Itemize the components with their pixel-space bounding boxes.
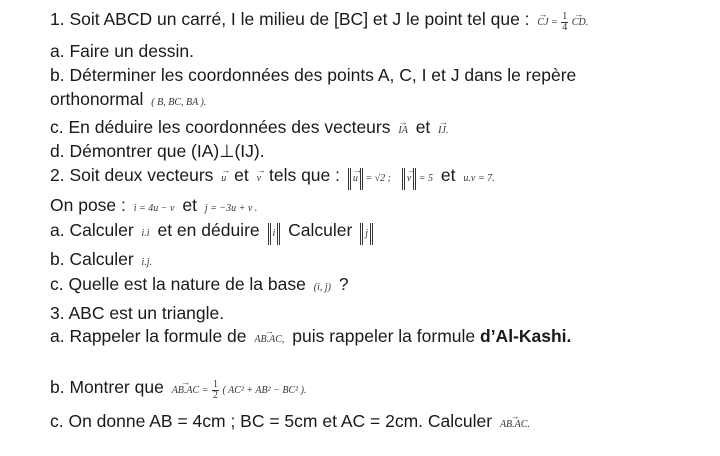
line-8 [50, 194, 260, 220]
vector-u: → u [353, 168, 358, 190]
line-10 [50, 248, 155, 274]
text: c. En déduire les coordonnées des vecteurs [50, 117, 391, 137]
vector-ia: → IA [398, 120, 407, 142]
numerator: 1 [562, 11, 568, 23]
text: puis rappeler la formule [292, 326, 476, 346]
line-13 [50, 325, 571, 351]
line-4 [50, 88, 209, 114]
formula-ii: i.i [141, 228, 150, 239]
text: c. Quelle est la nature de la base [50, 274, 306, 294]
formula-repere: ( B, BC, BA ). [151, 97, 207, 108]
text: et en déduire [157, 220, 260, 240]
text: 1. Soit ABCD un carré, I le milieu de [BC] et J le point tel que : [50, 9, 530, 29]
line-14: b. Montrer que → AB.AC = $\frac{1}{2}$ ( AC² + AB² − BC² ). [50, 376, 310, 402]
norm-j: j [360, 223, 373, 245]
text: et [182, 195, 197, 215]
text: On pose : [50, 195, 126, 215]
text: Calculer [288, 220, 353, 240]
text: et [234, 165, 249, 185]
text: ? [338, 274, 349, 294]
numerator: 1 [212, 379, 218, 391]
formula-kashi: ( AC² + AB² − BC² ). [222, 385, 307, 396]
line-7 [50, 164, 498, 190]
line-9 [50, 219, 376, 245]
line-2 [50, 40, 194, 62]
vector-u: → u [221, 168, 226, 190]
value: = 5 [418, 173, 434, 184]
fraction [212, 380, 219, 401]
line-1 [50, 8, 591, 34]
vector: → CD [572, 12, 586, 34]
text: b. Déterminer les coordonnées des points A, C, I et J dans le repère [50, 65, 577, 85]
denominator: 2 [212, 390, 218, 402]
text: et [415, 117, 431, 137]
norm-i: i [268, 223, 281, 245]
text: c. On donne AB = 4cm ; BC = 5cm et AC = 2cm. Calculer [50, 411, 493, 431]
formula-uv: u.v = 7. [463, 173, 495, 184]
formula-cj: → CJ = $\frac{1}{4}$ → CD. [537, 12, 588, 34]
text: a. Faire un dessin. [50, 41, 194, 61]
vector-v: → v [407, 168, 411, 190]
text: a. Calculer [50, 220, 134, 240]
denominator: 4 [562, 22, 568, 34]
line-15 [50, 410, 533, 436]
formula-abac: → AB.AC. [500, 414, 530, 436]
text: a. Rappeler la formule de [50, 326, 247, 346]
formula-j: j = −3u + v . [204, 203, 258, 214]
line-11 [50, 273, 349, 299]
vector-ij: → IJ. [438, 120, 448, 142]
formula-i: i = 4u − v [133, 203, 175, 214]
text: 3. ABC est un triangle. [50, 303, 225, 323]
formula-abac: → AB.AC, [254, 329, 284, 351]
text-bold: d’Al-Kashi. [480, 326, 572, 346]
line-5 [50, 116, 451, 142]
text: b. Calculer [50, 249, 134, 269]
text: b. Montrer que [50, 377, 164, 397]
formula-base: (i, j) [313, 282, 331, 293]
formula-abac: → AB.AC [172, 380, 200, 402]
value: = √2 ; [365, 173, 391, 184]
text: tels que : [268, 165, 341, 185]
text: 2. Soit deux vecteurs [50, 165, 214, 185]
text: et [440, 165, 456, 185]
vector: → CJ [537, 12, 548, 34]
line-6 [50, 140, 265, 162]
text: orthonormal [50, 89, 144, 109]
line-12 [50, 302, 224, 324]
line-3 [50, 64, 686, 86]
text: d. Démontrer que (IA)⊥(IJ). [50, 141, 265, 161]
vector-v: → v [257, 168, 261, 190]
fraction [561, 12, 568, 33]
formula-ij: i.j. [141, 257, 153, 268]
